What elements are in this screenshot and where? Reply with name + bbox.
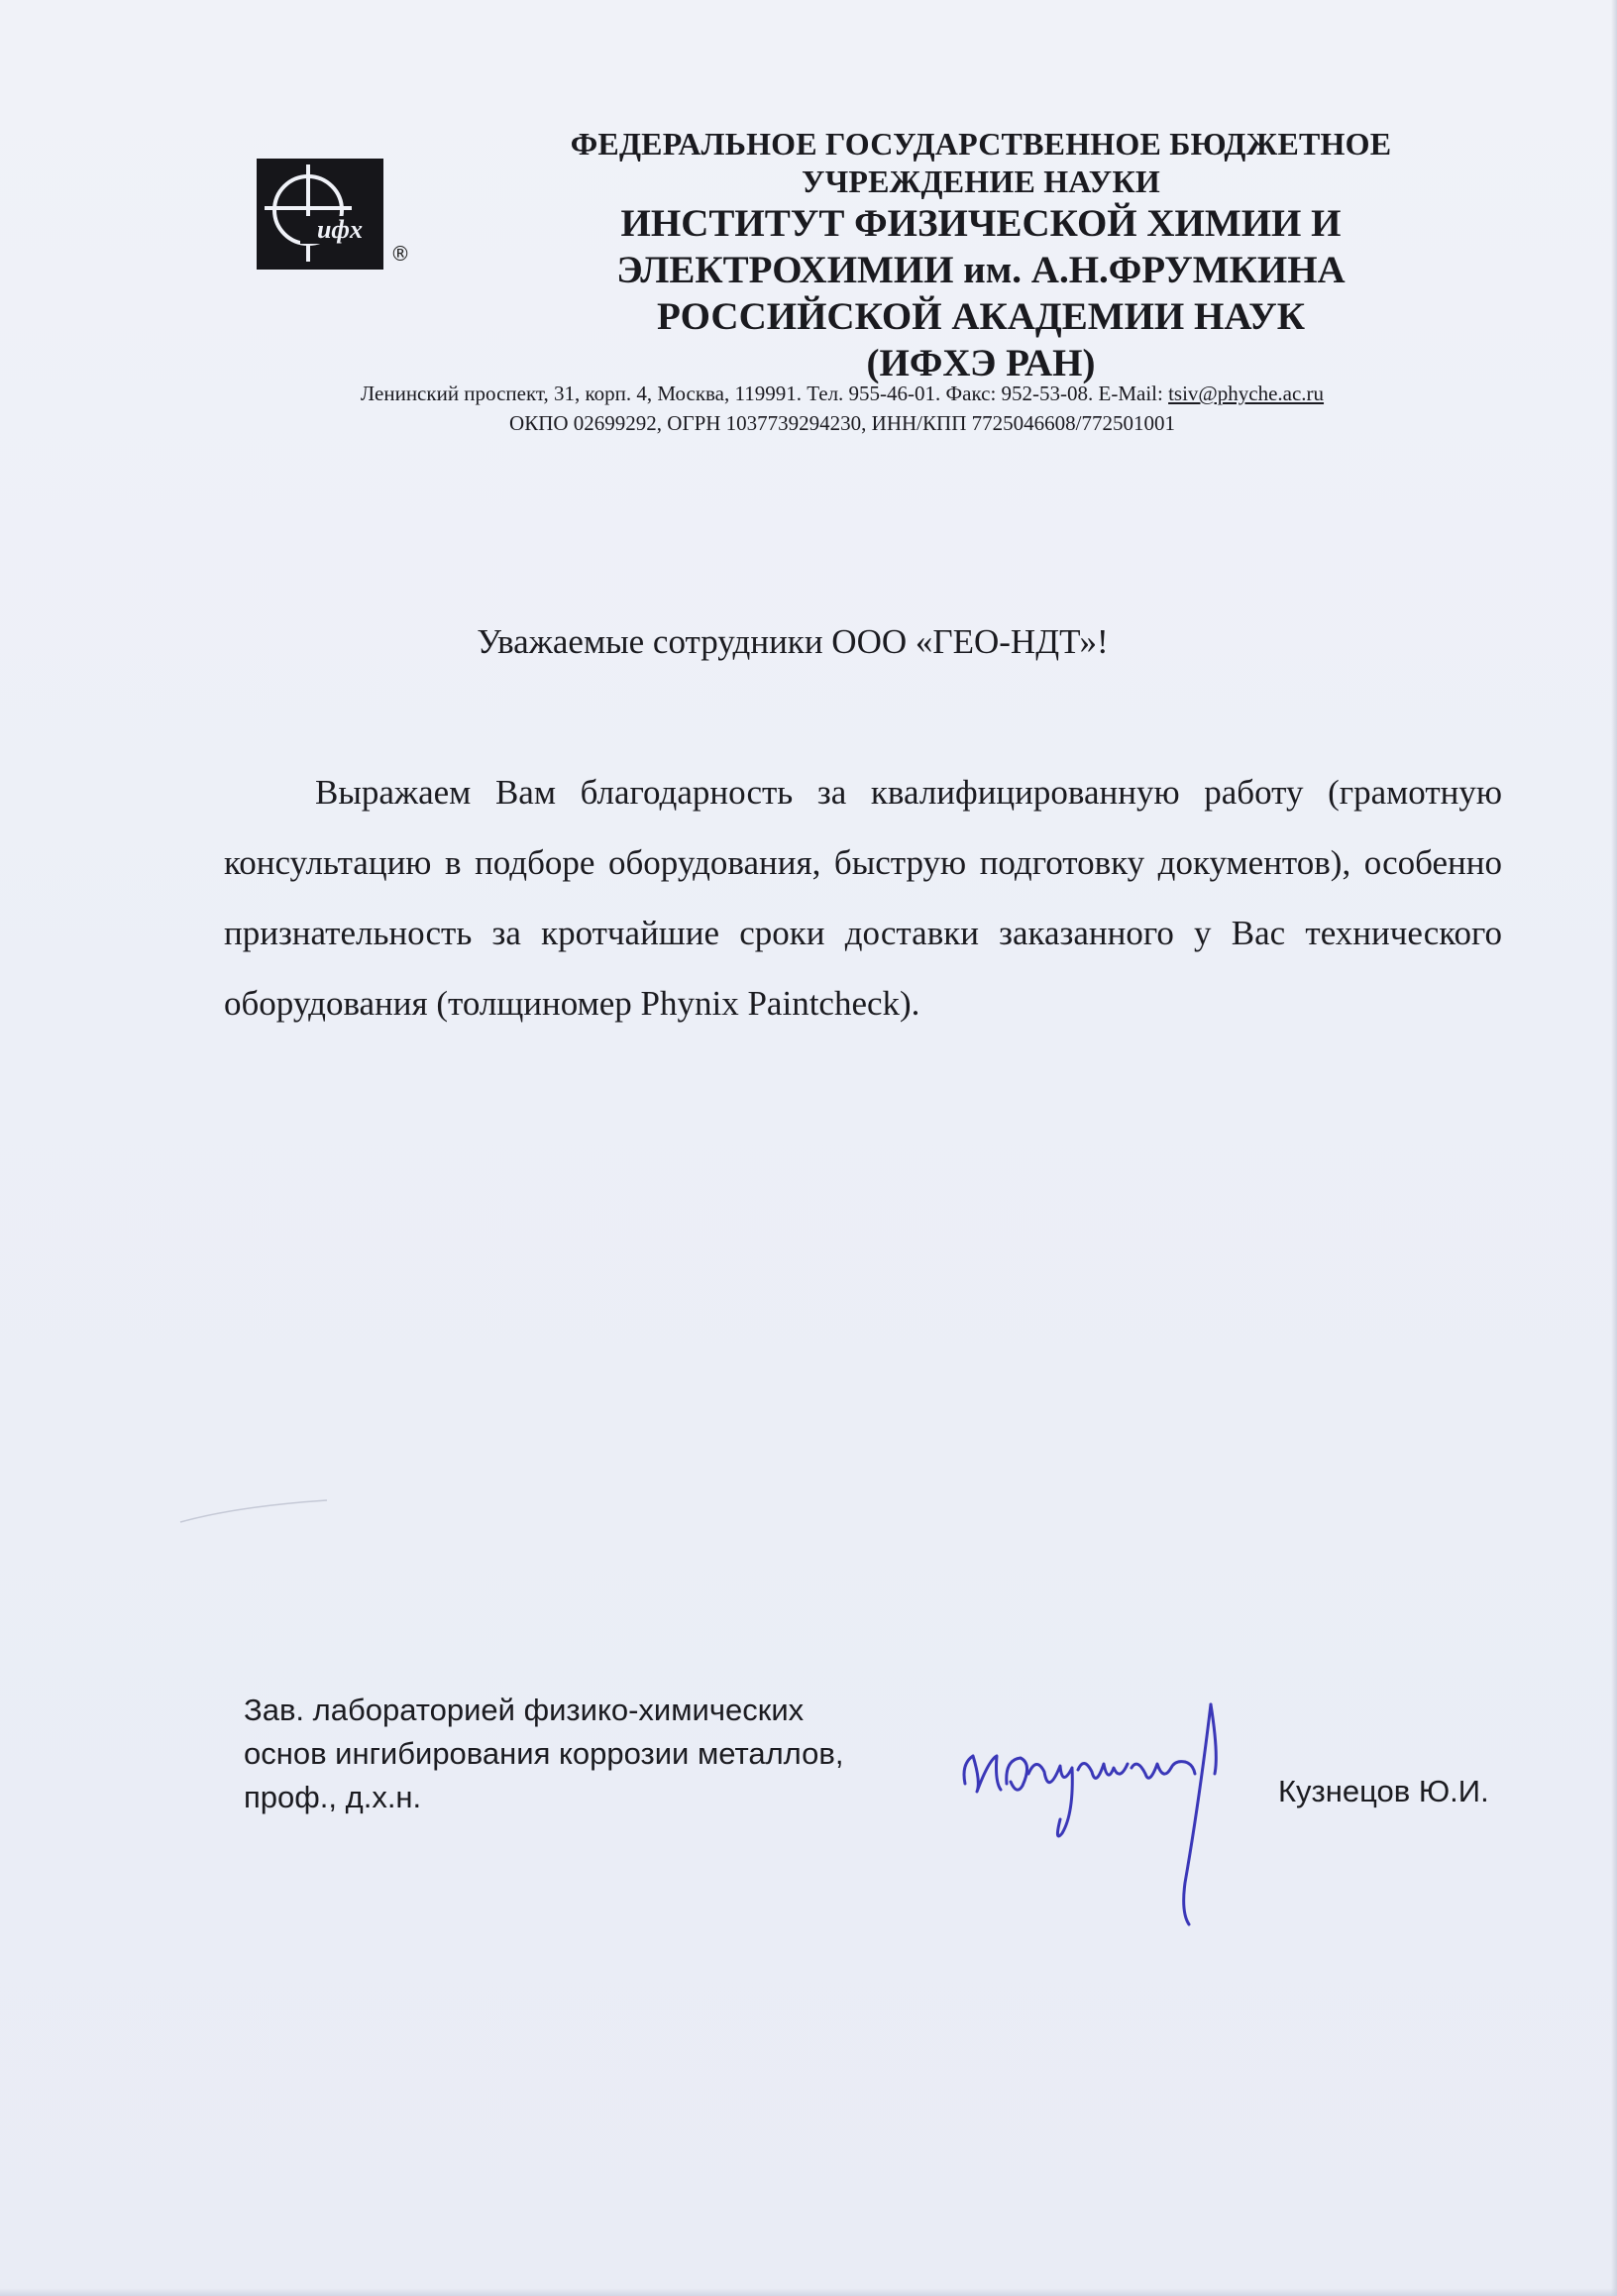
address-line — [228, 379, 1456, 408]
page-bottom-shadow — [0, 2288, 1617, 2296]
position-line-2: основ ингибирования коррозии металлов, — [244, 1736, 844, 1771]
address-text: Ленинский проспект, 31, корп. 4, Москва, 119991. Тел. 955-46-01. Факс: 952-53-08. E-Mail: — [360, 382, 1169, 405]
org-type-line-1: ФЕДЕРАЛЬНОЕ ГОСУДАРСТВЕННОЕ БЮДЖЕТНОЕ — [570, 126, 1392, 162]
position-line-3: проф., д.х.н. — [244, 1780, 422, 1814]
org-type-line-2: УЧРЕЖДЕНИЕ НАУКИ — [802, 164, 1160, 199]
institute-name-line-2: ЭЛЕКТРОХИМИИ им. А.Н.ФРУМКИНА — [616, 249, 1346, 291]
logo-text: ифх — [316, 215, 364, 244]
registered-mark: ® — [390, 242, 410, 266]
institute-name-line-1: ИНСТИТУТ ФИЗИЧЕСКОЙ ХИМИИ И — [620, 202, 1342, 245]
institute-name-line-3: РОССИЙСКОЙ АКАДЕМИИ НАУК — [657, 295, 1305, 338]
registry-line: ОКПО 02699292, ОГРН 1037739294230, ИНН/КПП 7725046608/772501001 — [509, 411, 1175, 435]
handwritten-signature — [951, 1665, 1268, 1942]
letter-body: Выражаем Вам благодарность за квалифицированную работу (грамотную консультацию в подборе оборудования, быструю подготовку документов), особенно признательность за кротчайшие сроки доставки заказанного у Вас технического оборудования (толщиномер Phynix Paintcheck). — [224, 773, 1502, 1023]
institute-logo-icon — [257, 159, 383, 270]
letterhead-title — [525, 125, 1437, 386]
position-line-1: Зав. лабораторией физико-химических — [244, 1693, 805, 1727]
signatory-name: Кузнецов Ю.И. — [1278, 1774, 1489, 1808]
signatory-position — [244, 1689, 843, 1819]
scan-artifact — [178, 1496, 337, 1526]
institute-abbreviation: (ИФХЭ РАН) — [866, 342, 1096, 384]
salutation: Уважаемые сотрудники ООО «ГЕО-НДТ»! — [477, 622, 1109, 661]
contact-details — [228, 379, 1456, 438]
email-link[interactable]: tsiv@phyche.ac.ru — [1168, 382, 1325, 405]
page-edge-shadow — [1611, 0, 1617, 2296]
